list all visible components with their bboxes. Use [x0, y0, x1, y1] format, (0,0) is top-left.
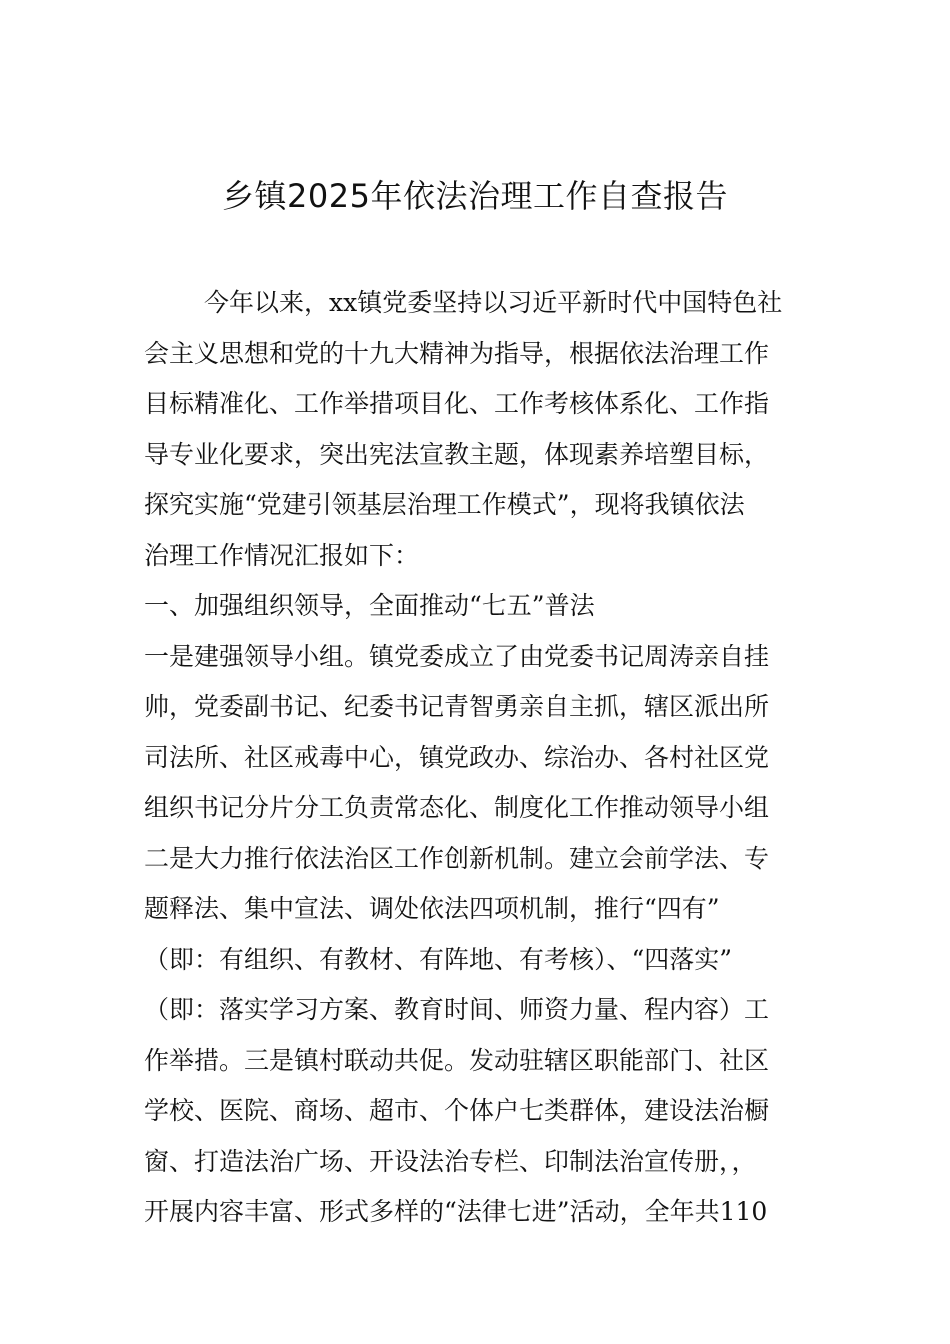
paragraph-line: 开展内容丰富、形式多样的“法律七进”活动，全年共110 — [144, 1197, 768, 1226]
paragraph-line: 探究实施“党建引领基层治理工作模式”，现将我镇依法 — [144, 490, 745, 519]
paragraph-line: 导专业化要求，突出宪法宣教主题，体现素养培塑目标， — [144, 439, 770, 469]
paragraph-line: （即：落实学习方案、教育时间、师资力量、程内容）工 — [144, 995, 770, 1024]
paragraph-line: 作举措。三是镇村联动共促。发动驻辖区职能部门、社区 — [144, 1045, 770, 1075]
paragraph-line: 一是建强领导小组。镇党委成立了由党委书记周涛亲自挂 — [144, 641, 770, 671]
paragraph-line: 题释法、集中宣法、调处依法四项机制，推行“四有” — [144, 894, 720, 923]
paragraph-line: 组织书记分片分工负责常态化、制度化工作推动领导小组 — [144, 793, 770, 822]
section-heading: 一、加强组织领导，全面推动“七五”普法 — [144, 591, 595, 620]
paragraph-line: 会主义思想和党的十九大精神为指导，根据依法治理工作 — [144, 338, 770, 368]
paragraph-line: 司法所、社区戒毒中心，镇党政办、综治办、各村社区党 — [144, 742, 770, 772]
document-body — [144, 278, 810, 1238]
paragraph-line: 帅，党委副书记、纪委书记青智勇亲自主抓，辖区派出所 — [144, 692, 770, 721]
paragraph-line: 二是大力推行依法治区工作创新机制。建立会前学法、专 — [144, 843, 770, 873]
paragraph-line: 治理工作情况汇报如下： — [144, 540, 420, 570]
paragraph-line: 今年以来，xx镇党委坚持以习近平新时代中国特色社 — [204, 288, 783, 317]
paragraph-line: 目标精准化、工作举措项目化、工作考核体系化、工作指 — [144, 389, 770, 418]
paragraph-line: 窗、打造法治广场、开设法治专栏、印制法治宣传册，， — [144, 1146, 757, 1176]
paragraph-line: 学校、医院、商场、超市、个体户七类群体，建设法治橱 — [144, 1096, 770, 1125]
document-title: 乡镇2025年依法治理工作自查报告 — [222, 177, 728, 215]
paragraph-line: （即：有组织、有教材、有阵地、有考核）、“四落实” — [144, 944, 733, 974]
